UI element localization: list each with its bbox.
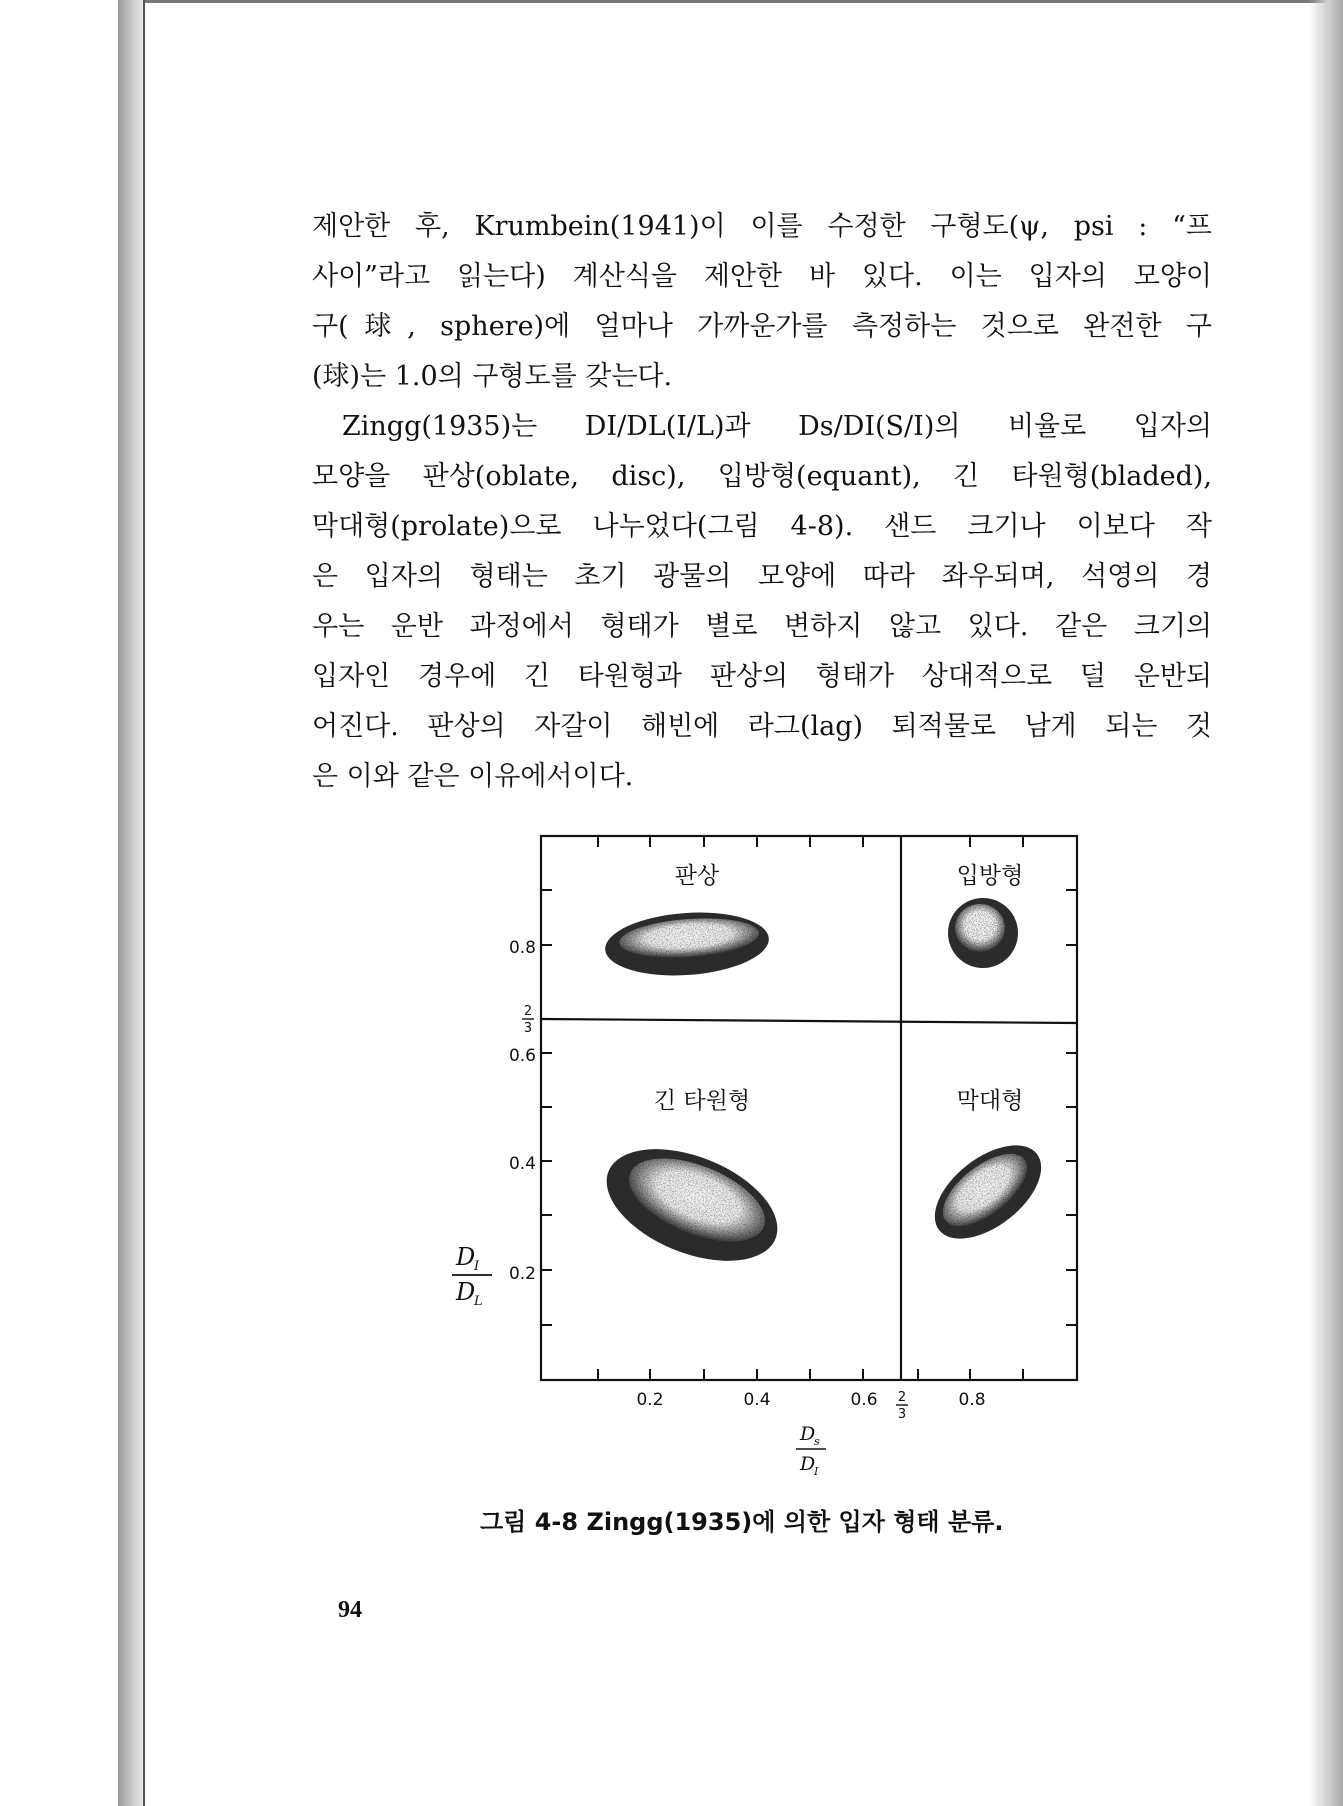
zingg-classification-figure — [440, 820, 1120, 1480]
x-threshold-fraction — [896, 1390, 908, 1422]
equant-particle — [948, 898, 1018, 968]
zingg-diagram — [440, 820, 1120, 1480]
y-label-denominator: D — [456, 1278, 476, 1306]
x-tick-label: 0.2 — [636, 1390, 664, 1410]
x-axis-label — [796, 1423, 826, 1478]
figure-caption: 그림 4-8 Zingg(1935)에 의한 입자 형태 분류. — [480, 1508, 1004, 1536]
body-paragraphs — [312, 202, 1212, 802]
y-threshold-fraction — [522, 1004, 534, 1036]
horizontal-divider — [541, 1019, 1077, 1023]
fraction-numerator: 2 — [897, 1390, 907, 1405]
text-line: 은 입자의 형태는 초기 광물의 모양에 따라 좌우되며, 석영의 경 — [312, 561, 1212, 592]
x-tick-label: 0.8 — [958, 1390, 986, 1410]
text-line: 모양을 판상(oblate, disc), 입방형(equant), 긴 타원형(bladed), — [312, 461, 1212, 492]
fraction-denominator: 3 — [897, 1407, 907, 1422]
y-tick-label: 0.2 — [508, 1264, 536, 1284]
text-line: 입자인 경우에 긴 타원형과 판상의 형태가 상대적으로 덜 운반되 — [312, 661, 1212, 692]
label-bladed: 긴 타원형 — [653, 1088, 751, 1114]
x-label-denominator: D — [800, 1453, 816, 1475]
label-oblate: 판상 — [674, 863, 720, 889]
y-axis-label — [452, 1243, 492, 1309]
book-spine — [118, 0, 144, 1806]
y-label-numerator-sub: I — [474, 1259, 480, 1274]
x-tick-label: 0.4 — [743, 1390, 771, 1410]
x-label-denominator-sub: I — [814, 1465, 819, 1478]
label-prolate: 막대형 — [956, 1088, 1024, 1114]
label-equant: 입방형 — [956, 863, 1024, 889]
text-line: Zingg(1935)는 DI/DL(I/L)과 Ds/DI(S/I)의 비율로 입자의 — [342, 411, 1212, 442]
text-line: 은 이와 같은 이유에서이다. — [312, 761, 634, 792]
bladed-particle — [591, 1127, 794, 1283]
y-tick-labels — [509, 938, 536, 1284]
text-line: 우는 운반 과정에서 형태가 별로 변하지 않고 있다. 같은 크기의 — [312, 611, 1212, 642]
text-line: 사이”라고 읽는다) 계산식을 제안한 바 있다. 이는 입자의 모양이 — [312, 261, 1212, 292]
quadrant-labels — [654, 863, 1023, 1114]
text-line: 구(球, sphere)에 얼마나 가까운가를 측정하는 것으로 완전한 구 — [312, 311, 1212, 342]
x-label-numerator: D — [800, 1423, 816, 1445]
fraction-denominator: 3 — [523, 1021, 533, 1036]
y-tick-label: 0.8 — [508, 938, 536, 958]
text-line: 어진다. 판상의 자갈이 해빈에 라그(lag) 퇴적물로 남게 되는 것 — [312, 711, 1212, 742]
text-line: 제안한 후, Krumbein(1941)이 이를 수정한 구형도(ψ, psi : “프 — [312, 211, 1212, 242]
prolate-particle — [918, 1127, 1058, 1257]
y-tick-label: 0.4 — [508, 1154, 536, 1174]
page-curl-shadow — [1309, 0, 1343, 1806]
x-tick-labels — [636, 1390, 985, 1410]
text-line: (球)는 1.0의 구형도를 갖는다. — [312, 361, 673, 392]
x-tick-label: 0.6 — [850, 1390, 878, 1410]
text-line: 막대형(prolate)으로 나누었다(그림 4-8). 샌드 크기나 이보다 작 — [312, 511, 1212, 542]
x-label-numerator-sub: s — [814, 1435, 820, 1448]
fraction-numerator: 2 — [523, 1004, 533, 1019]
oblate-particle — [603, 907, 771, 980]
y-tick-label: 0.6 — [508, 1046, 536, 1066]
y-label-denominator-sub: L — [474, 1294, 483, 1309]
page-number: 94 — [338, 1597, 362, 1623]
y-label-numerator: D — [456, 1243, 476, 1271]
